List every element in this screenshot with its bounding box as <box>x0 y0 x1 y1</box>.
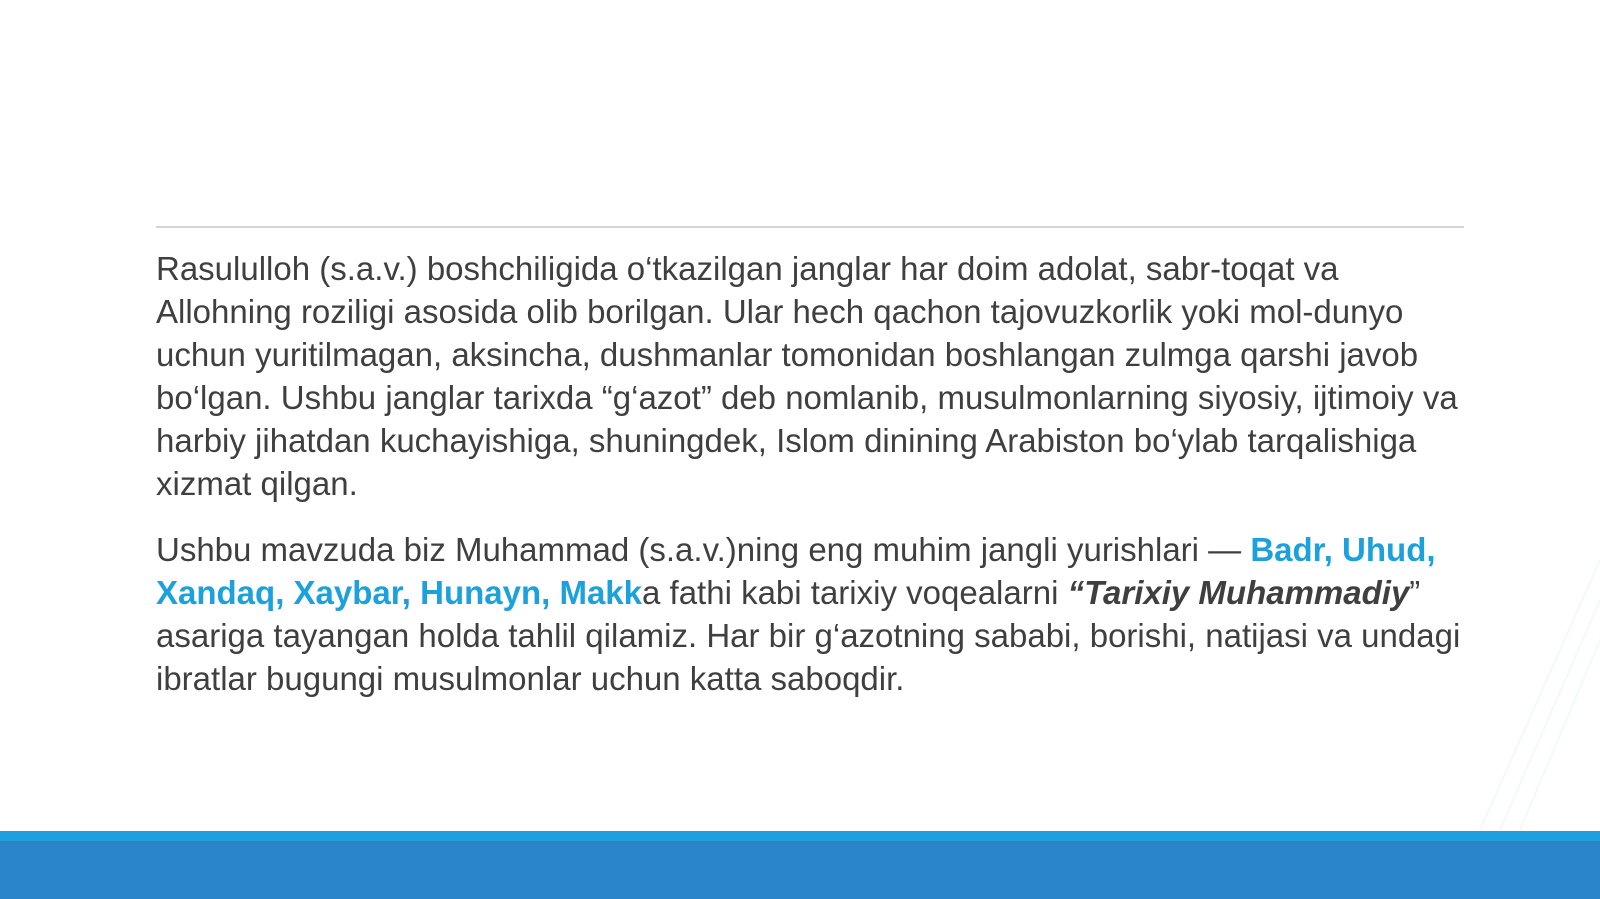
footer-accent-strip <box>0 831 1600 841</box>
book-title: “Tarixiy Muhammadiy <box>1067 574 1410 611</box>
paragraph-topic-text-1: Ushbu mavzuda biz Muhammad (s.a.v.)ning eng muhim jangli yurishlari — <box>156 531 1251 568</box>
battles-highlight: Badr, Uhud, Xandaq, Xaybar, Hunayn, Makk <box>156 531 1436 611</box>
paragraph-topic-text-2: a fathi kabi tarixiy voqealarni <box>642 574 1068 611</box>
paragraph-topic <box>156 528 1466 700</box>
top-divider <box>156 226 1464 228</box>
paragraph-topic-text-3: ” asariga tayangan holda tahlil qilamiz. Har bir g‘azotning sababi, borishi, natijasi va undagi ibratlar bugungi musulmonlar uchun katta saboqdir. <box>156 574 1461 697</box>
paragraph-intro <box>156 247 1466 505</box>
decorative-lines-graphic <box>1480 560 1600 830</box>
footer-bar <box>0 841 1600 899</box>
slide-body <box>156 247 1466 700</box>
paragraph-intro-text: Rasululloh (s.a.v.) boshchiligida o‘tkazilgan janglar har doim adolat, sabr-toqat va Allohning roziligi asosida olib borilgan. Ular hech qachon tajovuzkorlik yoki mol-dunyo uchun yuritilmagan, aksincha, dushmanlar tomonidan boshlangan zulmga qarshi javob bo‘lgan. Ushbu janglar tarixda “g‘azot” deb nomlanib, musulmonlarning siyosiy, ijtimoiy va harbiy jihatdan kuchayishiga, shuningdek, Islom dinining Arabiston bo‘ylab tarqalishiga xizmat qilgan. <box>156 250 1458 502</box>
